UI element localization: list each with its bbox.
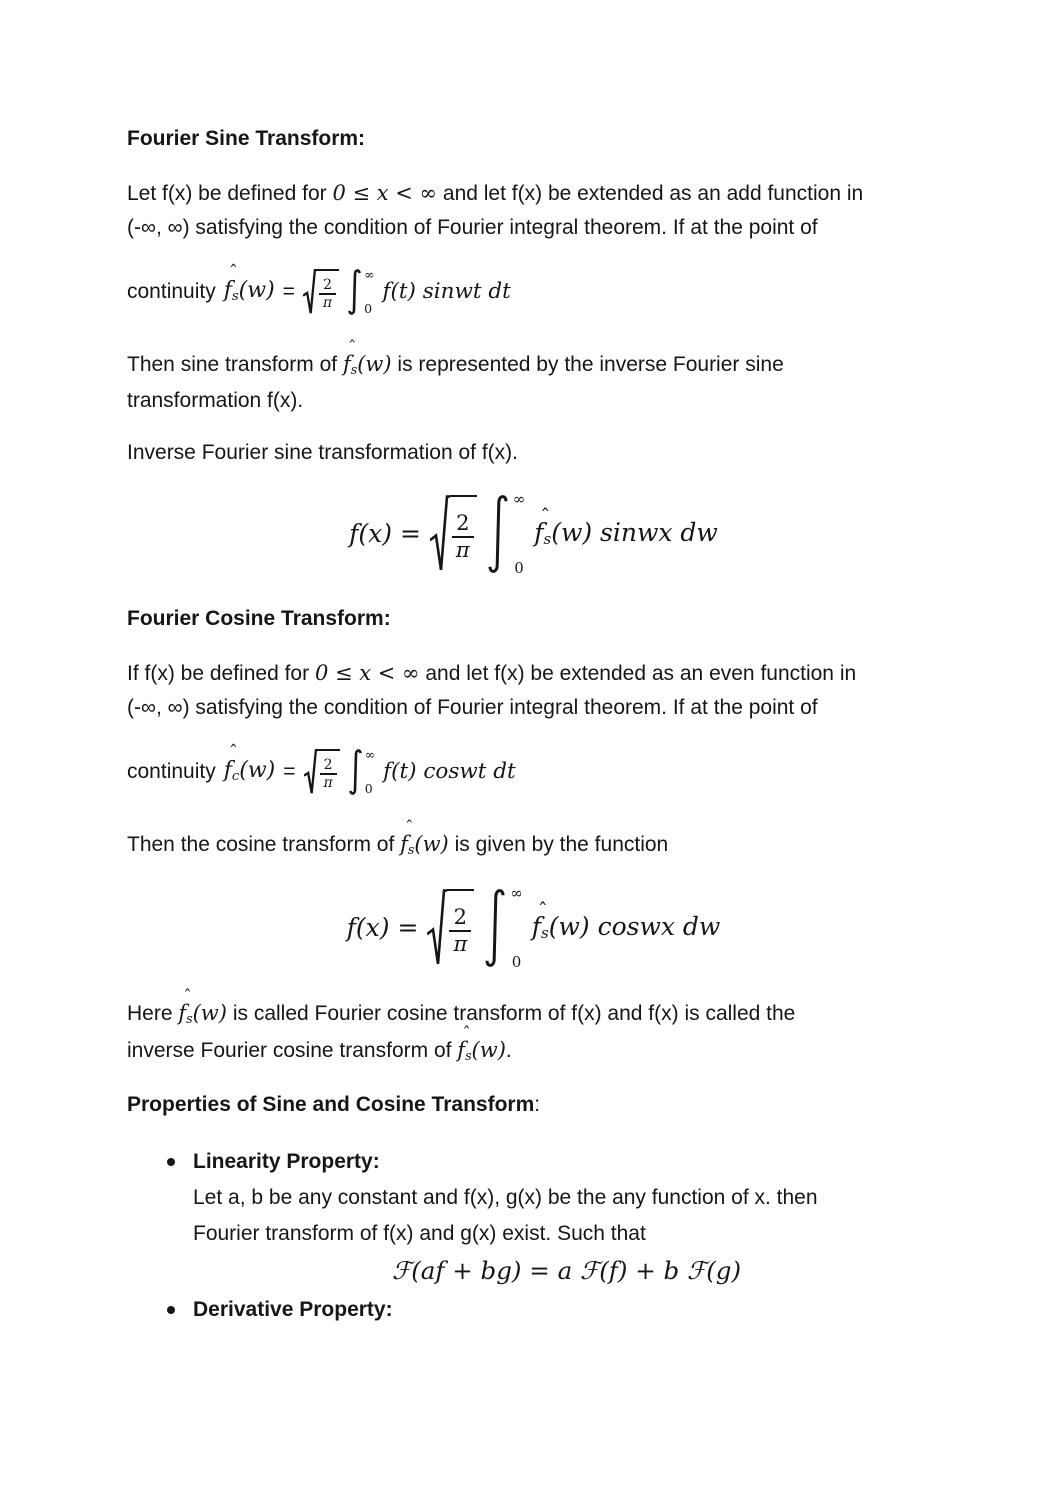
- integrand: [534, 503, 718, 553]
- paragraph-inverse-sine: Inverse Fourier sine transformation of f(x).: [127, 441, 518, 464]
- text-line: Fourier transform of f(x) and g(x) exist. Such that: [193, 1222, 646, 1245]
- text-line: [127, 985, 940, 1033]
- bullet-icon: [167, 1306, 175, 1314]
- formula-cosine-display: [347, 882, 721, 974]
- math-arg-w: (w): [239, 757, 276, 783]
- fraction-numerator: 2: [453, 905, 468, 930]
- fraction-numerator: 2: [456, 511, 470, 536]
- formula-sine-inline: [127, 263, 940, 321]
- bullet-content: [193, 1144, 940, 1290]
- subscript-s: s: [407, 842, 415, 858]
- fraction-denominator: π: [319, 293, 336, 311]
- bullet-item-linearity: [127, 1144, 940, 1290]
- text-run: inverse Fourier cosine transform of: [127, 1039, 458, 1062]
- text-run: is represented by the inverse Fourier sine: [391, 353, 784, 376]
- subscript-s: s: [465, 1048, 472, 1064]
- math-arg-w: (w): [471, 1038, 506, 1062]
- integrand: [531, 897, 721, 947]
- fraction-two-over-pi: [319, 277, 336, 311]
- fraction-denominator: π: [452, 536, 474, 562]
- integral-icon: [347, 269, 362, 315]
- integral-lower-limit: 0: [364, 780, 373, 796]
- math-run: (w) coswx dw: [548, 911, 721, 941]
- math-arg-w: (w): [192, 1001, 227, 1025]
- square-root: [427, 889, 474, 967]
- text-line: [127, 656, 940, 691]
- subscript-c: c: [231, 768, 240, 784]
- integrand: f(t) coswt dt: [383, 759, 516, 784]
- math-f: f: [531, 911, 542, 941]
- equals-sign: =: [283, 760, 296, 783]
- math-var-x: x: [359, 661, 372, 685]
- subscript-s: s: [541, 924, 549, 943]
- paragraph-cosine-intro: [127, 656, 940, 725]
- bullet-marker-col: [127, 1144, 193, 1290]
- integral: [348, 749, 375, 795]
- f-hat-s: [400, 816, 415, 864]
- math-f: f: [178, 1001, 187, 1025]
- square-root: [304, 749, 340, 795]
- text-run: Then the cosine transform of: [127, 833, 401, 856]
- hat-icon: ˆ: [405, 816, 414, 837]
- formula-sine-display: [349, 488, 718, 580]
- text-line: transformation f(x).: [127, 389, 304, 412]
- integral-icon: [486, 494, 510, 574]
- text-run: Then sine transform of: [127, 353, 343, 376]
- integral-upper-limit: ∞: [364, 747, 376, 762]
- fraction-denominator: π: [449, 930, 471, 956]
- fraction-two-over-pi: [320, 757, 337, 791]
- text-run: is called Fourier cosine transform of f(x) and f(x) is called the: [226, 1002, 796, 1025]
- bullet-item-derivative: [127, 1292, 940, 1328]
- integral: [486, 492, 526, 576]
- text-run: Let f(x) be defined for: [127, 182, 333, 205]
- math-run: (w) sinwx dw: [551, 517, 718, 547]
- heading-text: Properties of Sine and Cosine Transform: [127, 1093, 535, 1116]
- math-run: 0 ≤: [314, 661, 360, 685]
- square-root: [303, 269, 339, 315]
- text-run: continuity: [127, 280, 216, 303]
- integrand: f(t) sinwt dt: [382, 279, 511, 304]
- section-heading-properties: [127, 1088, 940, 1122]
- paragraph-cosine-here: [127, 985, 940, 1070]
- text-run: is given by the function: [448, 833, 669, 856]
- bullet-content: [193, 1292, 940, 1328]
- bullet-marker-col: [127, 1292, 193, 1328]
- hat-icon: ˆ: [228, 262, 238, 283]
- math-run: 0 ≤: [332, 181, 377, 205]
- text-line: (-∞, ∞) satisfying the condition of Fourier integral theorem. If at the point of: [127, 216, 818, 239]
- radical-icon: [430, 495, 450, 573]
- integral-upper-limit: ∞: [364, 267, 375, 282]
- integral-upper-limit: ∞: [510, 884, 523, 902]
- fraction-numerator: 2: [323, 276, 332, 293]
- equals-sign: =: [282, 280, 295, 303]
- text-run: Here: [127, 1002, 179, 1025]
- subscript-s: s: [186, 1011, 193, 1027]
- math-f: f: [223, 757, 232, 783]
- math-arg-w: (w): [357, 352, 392, 376]
- math-var-x: x: [376, 181, 389, 205]
- f-hat-s-of-w: [223, 262, 275, 311]
- hat-icon: ˆ: [462, 1022, 471, 1043]
- text-line: Let a, b be any constant and f(x), g(x) be the any function of x. then: [193, 1186, 818, 1209]
- text-line: [127, 336, 940, 384]
- integral-icon: [483, 888, 507, 968]
- section-heading-cosine: Fourier Cosine Transform:: [127, 607, 391, 630]
- math-f: f: [342, 352, 351, 376]
- text-line: [127, 1022, 940, 1070]
- integral: [483, 886, 523, 970]
- integral-icon: [348, 749, 363, 795]
- formula-linearity: ℱ(af + bg) = a ℱ(f) + b ℱ(g): [391, 1256, 742, 1285]
- section-heading-sine: Fourier Sine Transform:: [127, 127, 366, 150]
- text-run: .: [505, 1039, 512, 1062]
- math-run: < ∞: [371, 661, 420, 685]
- integral-upper-limit: ∞: [512, 490, 526, 508]
- radical-icon: [427, 889, 447, 967]
- fraction-denominator: π: [320, 773, 337, 791]
- math-arg-w: (w): [238, 277, 275, 303]
- formula-sine-display-wrap: [127, 488, 940, 580]
- hat-icon: ˆ: [537, 897, 548, 922]
- math-f: f: [534, 517, 544, 547]
- subscript-s: s: [543, 530, 552, 549]
- paragraph-sine-intro: [127, 176, 940, 245]
- formula-lhs: f(x) =: [346, 913, 419, 942]
- text-line: [127, 176, 940, 211]
- formula-cosine-inline: [127, 743, 940, 801]
- f-hat-s: [342, 336, 358, 384]
- hat-icon: ˆ: [228, 742, 238, 763]
- heading-colon: :: [534, 1093, 541, 1116]
- hat-icon: ˆ: [183, 985, 192, 1006]
- hat-icon: ˆ: [540, 503, 551, 528]
- fraction-two-over-pi: [449, 905, 471, 955]
- hat-icon: ˆ: [347, 336, 357, 357]
- bullet-icon: [167, 1158, 175, 1166]
- subscript-s: s: [350, 362, 358, 378]
- math-f: f: [457, 1038, 466, 1062]
- math-f: f: [223, 277, 232, 303]
- text-run: continuity: [127, 760, 216, 783]
- text-line: (-∞, ∞) satisfying the condition of Fourier integral theorem. If at the point of: [127, 696, 818, 719]
- math-arg-w: (w): [414, 832, 449, 856]
- f-hat-s: [457, 1022, 472, 1070]
- text-line: [127, 816, 940, 864]
- paragraph-cosine-then: [127, 816, 940, 864]
- radical-icon: [304, 749, 318, 795]
- integral: [347, 269, 374, 315]
- text-run: and let f(x) be extended as an add function in: [437, 182, 864, 205]
- integral-lower-limit: 0: [364, 300, 373, 316]
- fraction-numerator: 2: [323, 756, 333, 773]
- math-f: f: [400, 832, 408, 856]
- f-hat-c-of-w: [223, 742, 276, 791]
- f-hat-s: [178, 985, 193, 1033]
- subscript-s: s: [231, 288, 239, 304]
- text-run: If f(x) be defined for: [127, 662, 315, 685]
- square-root: [430, 495, 477, 573]
- integral-lower-limit: 0: [514, 559, 524, 577]
- text-run: and let f(x) be extended as an even function in: [419, 662, 857, 685]
- bullet-title: Linearity Property:: [193, 1150, 380, 1173]
- paragraph-sine-then: [127, 336, 940, 418]
- radical-icon: [303, 269, 317, 315]
- formula-cosine-display-wrap: [127, 882, 940, 974]
- bullet-title: Derivative Property:: [193, 1298, 393, 1321]
- math-run: < ∞: [388, 181, 438, 205]
- fraction-two-over-pi: [452, 511, 474, 561]
- formula-lhs: f(x) =: [349, 519, 421, 548]
- integral-lower-limit: 0: [511, 953, 522, 971]
